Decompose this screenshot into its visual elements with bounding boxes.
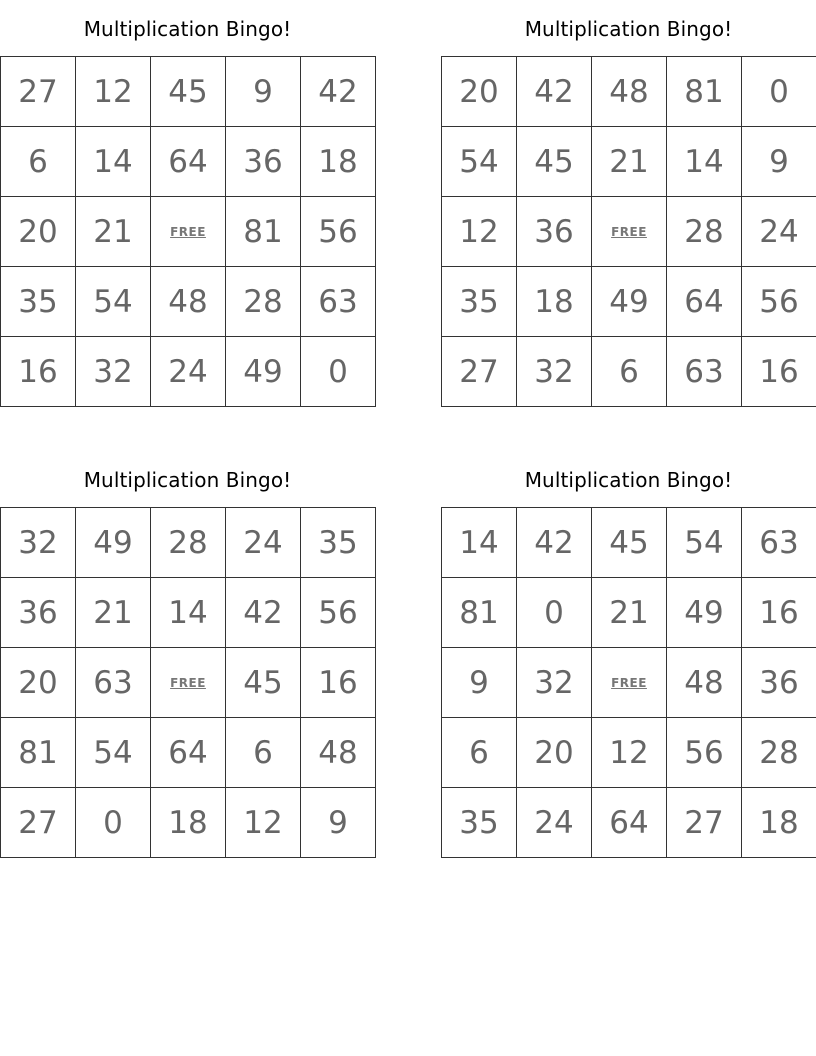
number-cell: 21 <box>76 197 151 267</box>
number-cell: 63 <box>301 267 376 337</box>
number-cell: 54 <box>667 508 742 578</box>
number-cell: 12 <box>76 57 151 127</box>
number-cell: 27 <box>1 788 76 858</box>
number-cell: 35 <box>301 508 376 578</box>
grid-row <box>442 267 816 337</box>
grid-row <box>442 508 816 578</box>
number-cell: 32 <box>1 508 76 578</box>
number-cell: 48 <box>151 267 226 337</box>
number-cell: 9 <box>742 127 816 197</box>
number-cell: 21 <box>592 127 667 197</box>
number-cell: 18 <box>742 788 816 858</box>
number-cell: 64 <box>592 788 667 858</box>
number-cell: 35 <box>442 267 517 337</box>
number-cell: 24 <box>742 197 816 267</box>
bingo-card-1 <box>0 0 375 407</box>
number-cell: 6 <box>442 718 517 788</box>
number-cell: 81 <box>442 578 517 648</box>
grid-row <box>1 788 376 858</box>
number-cell: 42 <box>517 508 592 578</box>
number-cell: 14 <box>667 127 742 197</box>
free-space-cell: FREE <box>151 648 226 718</box>
number-cell: 6 <box>226 718 301 788</box>
number-cell: 81 <box>226 197 301 267</box>
number-cell: 56 <box>667 718 742 788</box>
free-space-cell: FREE <box>592 648 667 718</box>
number-cell: 36 <box>742 648 816 718</box>
number-cell: 27 <box>667 788 742 858</box>
grid-row <box>442 197 816 267</box>
grid-row <box>442 718 816 788</box>
number-cell: 81 <box>1 718 76 788</box>
bingo-card-4 <box>441 451 816 858</box>
number-cell: 0 <box>742 57 816 127</box>
number-cell: 21 <box>592 578 667 648</box>
number-cell: 14 <box>76 127 151 197</box>
number-cell: 0 <box>517 578 592 648</box>
number-cell: 56 <box>742 267 816 337</box>
number-cell: 20 <box>1 197 76 267</box>
grid-row <box>1 718 376 788</box>
number-cell: 28 <box>151 508 226 578</box>
number-cell: 49 <box>226 337 301 407</box>
number-cell: 28 <box>742 718 816 788</box>
number-cell: 81 <box>667 57 742 127</box>
number-cell: 49 <box>667 578 742 648</box>
number-cell: 18 <box>151 788 226 858</box>
grid-row <box>442 648 816 718</box>
number-cell: 42 <box>226 578 301 648</box>
number-cell: 54 <box>76 718 151 788</box>
card-title: Multiplication Bingo! <box>83 468 292 492</box>
number-cell: 6 <box>592 337 667 407</box>
grid-row <box>442 127 816 197</box>
bingo-card-3 <box>0 451 375 858</box>
number-cell: 24 <box>226 508 301 578</box>
number-cell: 28 <box>667 197 742 267</box>
number-cell: 12 <box>592 718 667 788</box>
number-cell: 32 <box>76 337 151 407</box>
number-cell: 9 <box>442 648 517 718</box>
number-cell: 20 <box>517 718 592 788</box>
grid-row <box>442 788 816 858</box>
number-cell: 35 <box>1 267 76 337</box>
number-cell: 0 <box>76 788 151 858</box>
number-cell: 9 <box>301 788 376 858</box>
number-cell: 36 <box>1 578 76 648</box>
number-cell: 28 <box>226 267 301 337</box>
number-cell: 63 <box>742 508 816 578</box>
card-title: Multiplication Bingo! <box>524 468 733 492</box>
number-cell: 48 <box>592 57 667 127</box>
number-cell: 48 <box>667 648 742 718</box>
bingo-grid <box>0 56 376 407</box>
number-cell: 63 <box>76 648 151 718</box>
number-cell: 27 <box>442 337 517 407</box>
grid-row <box>1 648 376 718</box>
number-cell: 24 <box>151 337 226 407</box>
grid-row <box>1 578 376 648</box>
number-cell: 18 <box>517 267 592 337</box>
number-cell: 14 <box>442 508 517 578</box>
number-cell: 64 <box>667 267 742 337</box>
number-cell: 56 <box>301 197 376 267</box>
number-cell: 45 <box>592 508 667 578</box>
card-title: Multiplication Bingo! <box>524 17 733 41</box>
grid-row <box>1 197 376 267</box>
number-cell: 45 <box>226 648 301 718</box>
number-cell: 0 <box>301 337 376 407</box>
grid-row <box>1 57 376 127</box>
number-cell: 6 <box>1 127 76 197</box>
number-cell: 18 <box>301 127 376 197</box>
number-cell: 42 <box>301 57 376 127</box>
bingo-card-2 <box>441 0 816 407</box>
number-cell: 49 <box>76 508 151 578</box>
grid-row <box>1 127 376 197</box>
number-cell: 12 <box>442 197 517 267</box>
number-cell: 24 <box>517 788 592 858</box>
number-cell: 45 <box>151 57 226 127</box>
grid-row <box>442 57 816 127</box>
number-cell: 36 <box>517 197 592 267</box>
number-cell: 20 <box>442 57 517 127</box>
card-title: Multiplication Bingo! <box>83 17 292 41</box>
number-cell: 45 <box>517 127 592 197</box>
number-cell: 16 <box>301 648 376 718</box>
number-cell: 35 <box>442 788 517 858</box>
number-cell: 14 <box>151 578 226 648</box>
number-cell: 54 <box>442 127 517 197</box>
number-cell: 64 <box>151 127 226 197</box>
number-cell: 42 <box>517 57 592 127</box>
number-cell: 9 <box>226 57 301 127</box>
grid-row <box>442 337 816 407</box>
number-cell: 16 <box>1 337 76 407</box>
number-cell: 27 <box>1 57 76 127</box>
number-cell: 48 <box>301 718 376 788</box>
grid-row <box>442 578 816 648</box>
number-cell: 12 <box>226 788 301 858</box>
number-cell: 32 <box>517 648 592 718</box>
number-cell: 56 <box>301 578 376 648</box>
grid-row <box>1 337 376 407</box>
grid-row <box>1 267 376 337</box>
number-cell: 21 <box>76 578 151 648</box>
bingo-grid <box>441 56 816 407</box>
number-cell: 63 <box>667 337 742 407</box>
number-cell: 54 <box>76 267 151 337</box>
free-space-cell: FREE <box>151 197 226 267</box>
bingo-grid <box>0 507 376 858</box>
bingo-grid <box>441 507 816 858</box>
number-cell: 16 <box>742 578 816 648</box>
number-cell: 64 <box>151 718 226 788</box>
free-space-cell: FREE <box>592 197 667 267</box>
number-cell: 16 <box>742 337 816 407</box>
number-cell: 36 <box>226 127 301 197</box>
number-cell: 32 <box>517 337 592 407</box>
number-cell: 20 <box>1 648 76 718</box>
grid-row <box>1 508 376 578</box>
number-cell: 49 <box>592 267 667 337</box>
